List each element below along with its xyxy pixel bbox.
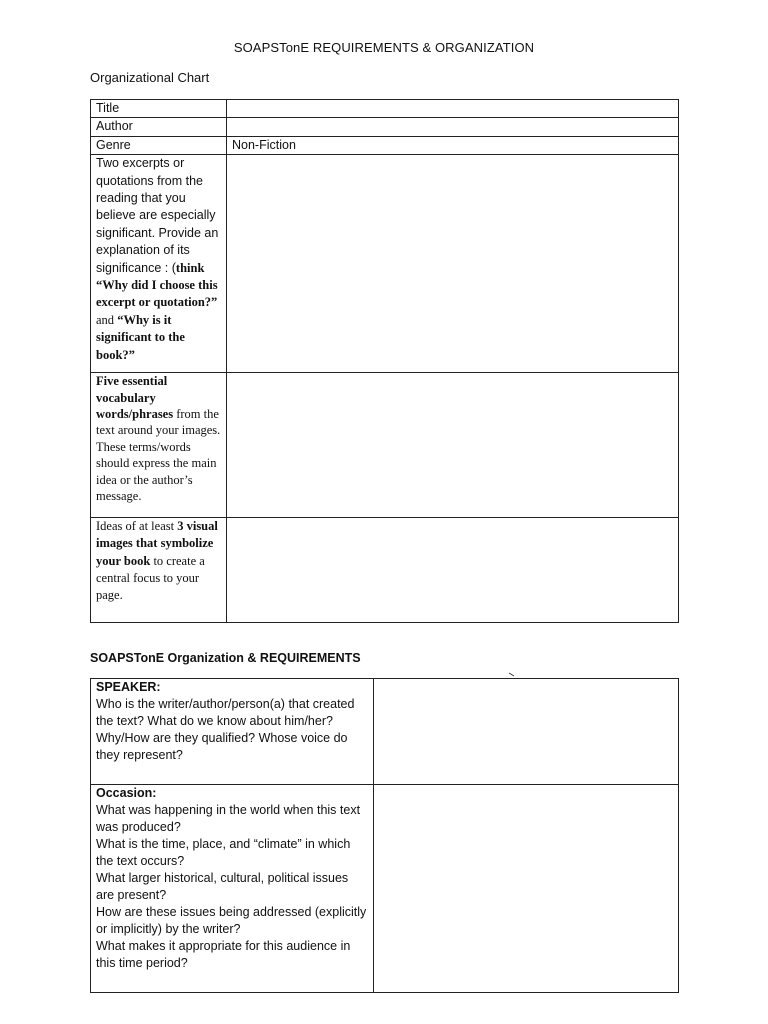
speaker-prompt [91, 679, 374, 785]
excerpts-prompt [91, 155, 227, 373]
visuals-bold: 3 visual images that symbolize your book [96, 519, 218, 568]
excerpts-bold-2: “Why is it significant to the book?” [96, 312, 185, 362]
speaker-line: Who is the writer/author/person(a) that created the text? What do we know about him/her? Why/How are they qualified? Whose voice do they represent? [96, 697, 355, 762]
title-label: Title [91, 100, 227, 118]
soapstone-heading: SOAPSTonE Organization & REQUIREMENTS [90, 651, 361, 665]
title-value [227, 100, 679, 118]
table-row [91, 373, 679, 518]
occasion-line: What was happening in the world when this text was produced? [96, 803, 361, 834]
soapstone-table [90, 678, 679, 993]
author-value [227, 118, 679, 136]
genre-label: Genre [91, 136, 227, 154]
speaker-answer [374, 679, 679, 785]
vocab-bold: Five essential vocabulary words/phrases [96, 374, 174, 422]
org-chart-heading: Organizational Chart [90, 70, 210, 85]
vocab-prompt [91, 373, 227, 518]
genre-value: Non-Fiction [227, 136, 679, 154]
excerpts-answer [227, 155, 679, 373]
visuals-text-1: Ideas of at least [96, 519, 178, 534]
table-row [91, 679, 679, 785]
occasion-line: What larger historical, cultural, political issues are present? [96, 871, 349, 902]
occasion-line: What makes it appropriate for this audience in this time period? [96, 939, 351, 970]
table-row [91, 785, 679, 993]
occasion-answer [374, 785, 679, 993]
speaker-label: SPEAKER: [96, 680, 161, 694]
table-row [91, 100, 679, 118]
table-row [91, 136, 679, 154]
vocab-text: from the text around your images. These terms/words should express the main idea or the author’s message. [96, 407, 221, 504]
page-title: SOAPSTonE REQUIREMENTS & ORGANIZATION [233, 40, 535, 55]
occasion-line: How are these issues being addressed (explicitly or implicitly) by the writer? [96, 905, 367, 936]
occasion-label: Occasion: [96, 786, 157, 800]
excerpts-bold-1: think “Why did I choose this excerpt or quotation?” [96, 260, 218, 310]
author-label: Author [91, 118, 227, 136]
excerpts-text-2: and [96, 312, 118, 327]
visuals-answer [227, 518, 679, 623]
organizational-chart-table [90, 99, 679, 623]
table-row [91, 518, 679, 623]
occasion-line: What is the time, place, and “climate” in which the text occurs? [96, 837, 351, 868]
occasion-prompt [91, 785, 374, 993]
table-row [91, 155, 679, 373]
table-row [91, 118, 679, 136]
visuals-prompt [91, 518, 227, 623]
vocab-answer [227, 373, 679, 518]
visuals-text-2: to create a central focus to your page. [96, 553, 205, 603]
excerpts-text-1: Two excerpts or quotations from the reading that you believe are especially significant. Provide an explanation of its significance : ( [96, 156, 219, 275]
